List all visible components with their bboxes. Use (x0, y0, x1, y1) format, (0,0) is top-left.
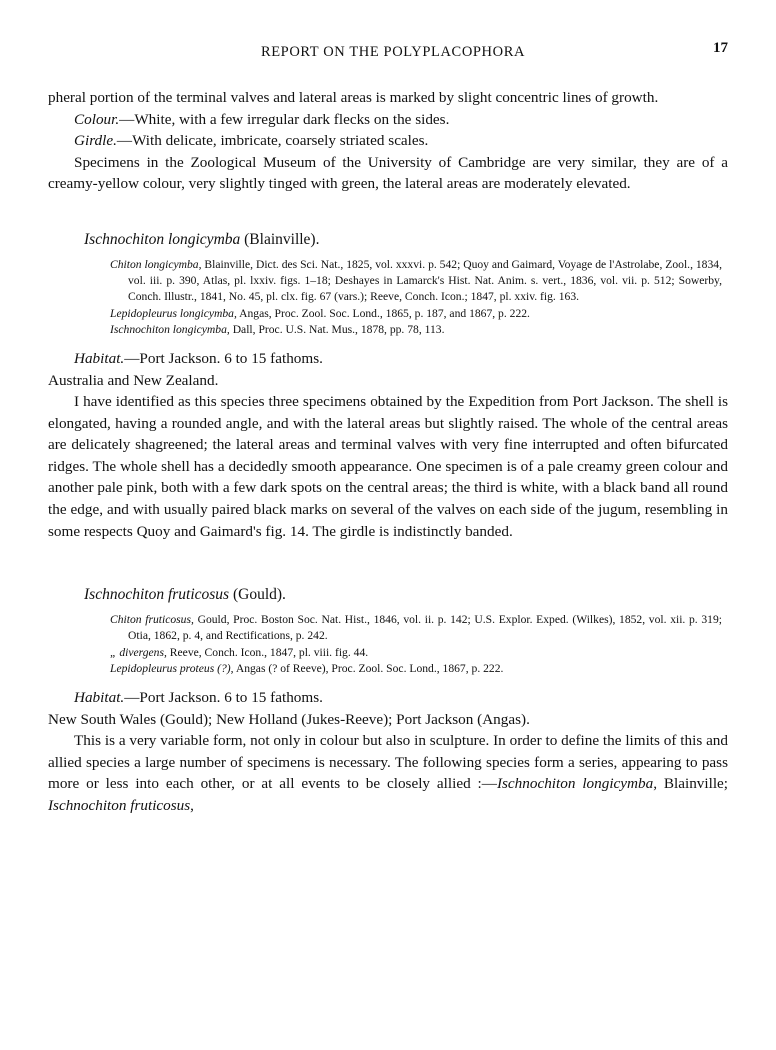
synonymy-reference: Blainville, Dict. des Sci. Nat., 1825, vol. xxxvi. p. 542; Quoy and Gaimard, Voyage de l'Astrolabe, Zool., 1834, vol. iii. p. 390, Atlas, pl. lxxiv. figs. 1–18; Deshayes in Lamarck's Hist. Nat. Anim. s. vert., 1836, vol. vii. p. 512; Sowerby, Conch. Illustr., 1841, No. 45, pl. clx. fig. 67 (vars.); Reeve, Conch. Icon.; 1847, pl. xxiv. fig. 163. (128, 257, 722, 304)
synonymy-list-2 (48, 612, 728, 677)
description-text: This is a very variable form, not only in colour but also in sculpture. In order to define the limits of this and allied species a large number of specimens is necessary. The following species form a series, appearing to pass more or less into each other, or at all events to be closely allied :— (48, 732, 728, 793)
species-name: Ischnochiton longicymba (84, 230, 241, 248)
colour-text: —White, with a few irregular dark flecks on the sides. (119, 110, 450, 128)
synonymy-entry (110, 645, 722, 661)
habitat-region-2: New South Wales (Gould); New Holland (Jukes-Reeve); Port Jackson (Angas). (48, 710, 530, 728)
species-authority: (Gould). (232, 586, 286, 604)
synonymy-taxon: Ischnochiton longicymba, (110, 322, 230, 336)
species-heading-2 (48, 584, 728, 606)
description-mid: , Blainville; (653, 775, 729, 793)
girdle-note (48, 130, 728, 152)
synonymy-entry (110, 257, 722, 306)
synonymy-entry (110, 661, 722, 677)
habitat-text: —Port Jackson. 6 to 15 fathoms. (124, 689, 323, 707)
description-end: , (190, 796, 194, 814)
synonymy-taxon: Lepidopleurus longicymba, (110, 306, 237, 320)
habitat-line-2 (48, 687, 728, 709)
synonymy-entry (110, 612, 722, 644)
species-authority: (Blainville). (244, 230, 320, 248)
page-number: 17 (713, 40, 728, 56)
allied-taxon-2: Ischnochiton fruticosus (48, 796, 191, 814)
species-heading-1 (48, 229, 728, 251)
synonymy-list-1 (48, 257, 728, 338)
species-description-2 (48, 730, 728, 816)
synonymy-taxon: Chiton longicymba, (110, 257, 202, 271)
synonymy-entry (110, 322, 722, 338)
allied-taxon-1: Ischnochiton longicymba (496, 775, 654, 793)
running-head: REPORT ON THE POLYPLACOPHORA (260, 44, 526, 60)
synonymy-entry (110, 306, 722, 322)
habitat-label: Habitat. (74, 349, 125, 367)
synonymy-taxon: „ divergens, (110, 645, 167, 659)
synonymy-reference: Dall, Proc. U.S. Nat. Mus., 1878, pp. 78, 113. (232, 322, 445, 336)
colour-note (48, 109, 728, 131)
paragraph-continued: pheral portion of the terminal valves and lateral areas is marked by slight concentric lines of growth. (48, 89, 659, 106)
synonymy-reference: Gould, Proc. Boston Soc. Nat. Hist., 1846, vol. ii. p. 142; U.S. Explor. Exped. (Wilkes), 1852, vol. xii. p. 319; Otia, 1862, p. 4, and Rectifications, p. 242. (128, 613, 722, 643)
page-body (48, 87, 728, 817)
species-name: Ischnochiton fruticosus (84, 586, 230, 604)
habitat-region-1: Australia and New Zealand. (48, 371, 219, 389)
habitat-label: Habitat. (74, 689, 125, 707)
synonymy-reference: Reeve, Conch. Icon., 1847, pl. viii. fig. 44. (169, 645, 369, 659)
habitat-text: —Port Jackson. 6 to 15 fathoms. (124, 349, 323, 367)
synonymy-taxon: Chiton fruticosus, (110, 613, 194, 627)
habitat-line-1 (48, 348, 728, 370)
synonymy-reference: Angas (? of Reeve), Proc. Zool. Soc. Lond., 1867, p. 222. (235, 661, 504, 675)
synonymy-reference: Angas, Proc. Zool. Soc. Lond., 1865, p. 187, and 1867, p. 222. (239, 306, 530, 320)
synonymy-taxon: Lepidopleurus proteus (?), (110, 661, 234, 675)
girdle-text: —With delicate, imbricate, coarsely striated scales. (116, 132, 429, 150)
specimens-paragraph: Specimens in the Zoological Museum of the University of Cambridge are very similar, they are of a creamy-yellow colour, very slightly tinged with green, the lateral areas are moderately elevated. (48, 153, 728, 193)
girdle-label: Girdle. (74, 132, 117, 150)
colour-label: Colour. (74, 110, 120, 128)
species-description-1: I have identified as this species three specimens obtained by the Expedition from Port Jackson. The shell is elongated, having a rounded angle, and with the lateral areas but slightly raised. The whole of the central areas are delicately shagreened; the lateral areas and terminal valves with very fine interrupted and often bifurcated ridges. The whole shell has a decidedly smooth appearance. One specimen is of a pale creamy green colour and another pale pink, both with a few dark spots on the central areas; the third is white, with a black band all round the edge, and with usually paired black marks on several of the valves on each side of the jugum, resembling in some respects Quoy and Gaimard's fig. 14. The girdle is indistinctly banded. (48, 393, 728, 540)
